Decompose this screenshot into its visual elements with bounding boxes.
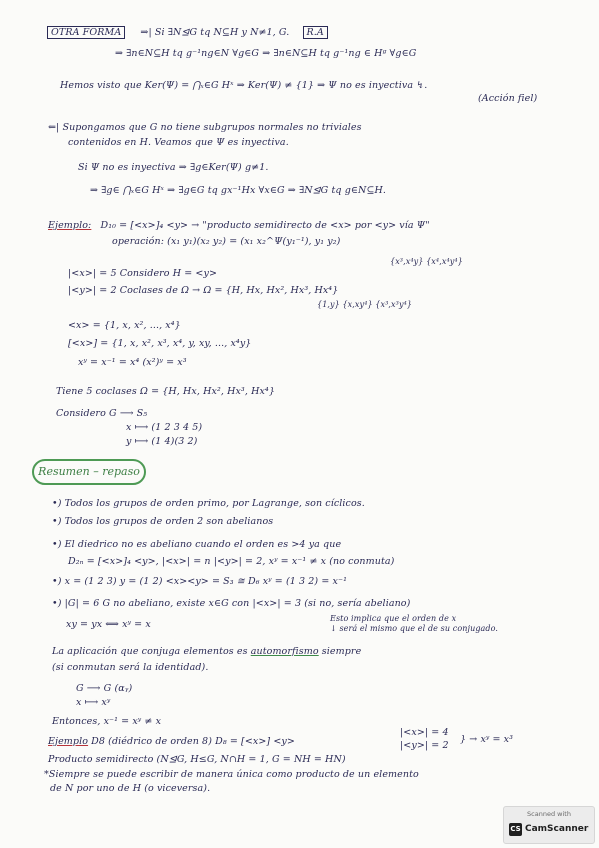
line-2: ⇒ ∃n∈N⊆H tq g⁻¹ng∈N ∀g∈G ⇒ ∃n∈N⊆H tq g⁻¹ng ∈ Hᵍ ∀g∈G — [115, 48, 417, 59]
line-3b: (Acción fiel) — [478, 93, 538, 104]
bullet-7-b: siempre — [318, 646, 362, 657]
bullet-7 — [52, 646, 361, 658]
bullet-3b: D₂ₙ = [<x>]₄ <y>, |<x>| = n |<y>| = 2, xʸ = x⁻¹ ≠ x (no conmuta) — [68, 556, 395, 567]
bullet-6-note-1: Esto implica que el orden de x — [330, 614, 457, 623]
line-12: <x> = {1, x, x², ..., x⁴} — [68, 320, 181, 331]
ejemplo-label: Ejemplo: — [48, 220, 92, 231]
automorfismo-word: automorfismo — [250, 646, 319, 657]
line-18: y ⟼ (1 4)(3 2) — [126, 436, 198, 447]
bullet-8: (si conmutan será la identidad). — [52, 662, 209, 673]
d8-definition: D8 (diédrico de orden 8) D₈ = [<x>] <y> — [88, 736, 295, 747]
bullet-1: •) Todos los grupos de orden primo, por Lagrange, son cíclicos. — [52, 498, 365, 509]
otra-forma-box: OTRA FORMA — [47, 26, 125, 39]
line-16: Considero G ⟶ S₅ — [56, 408, 148, 419]
ra-box: R.A — [303, 26, 328, 39]
line-10-sup: {x³,x⁴y} {x⁴,x⁴y⁴} — [390, 257, 463, 266]
line-operacion: operación: (x₁ y₁)(x₂ y₂) = (x₁ x₂^Ψ(y₁⁻¹), y₁ y₂) — [112, 236, 341, 247]
line-6: Si Ψ no es inyectiva ⇒ ∃g∈Ker(Ψ) g≠1. — [78, 162, 269, 173]
bullet-11: Entonces, x⁻¹ = xʸ ≠ x — [52, 716, 162, 727]
line-14: xʸ = x⁻¹ = x⁴ (x²)ʸ = x³ — [78, 357, 187, 368]
line-13: [<x>] = {1, x, x², x³, x⁴, y, xy, ..., x⁴y} — [68, 338, 252, 349]
bullet-3: •) El diedrico no es abeliano cuando el orden es >4 ya que — [52, 539, 342, 550]
bullet-6: xy = yx ⟺ xʸ = x — [66, 619, 151, 630]
d10-definition: D₁₀ = [<x>]₄ <y> → "producto semidirecto de <x> por <y> vía Ψ" — [100, 220, 430, 231]
line-5: contenidos en H. Veamos que Ψ es inyectiva. — [68, 137, 289, 148]
ejemplo-2-label: Ejemplo — [48, 736, 89, 747]
bullet-10: x ⟼ xʸ — [76, 697, 111, 708]
d8-order-x: |<x>| = 4 — [400, 727, 449, 738]
line-11-sub: {1,y} {x,xy⁴} {x³,x³y⁴} — [317, 300, 413, 309]
scanned-with-text: Scanned with — [527, 810, 571, 818]
line-4: ⇐| Supongamos que G no tiene subgrupos normales no triviales — [48, 122, 362, 133]
otra-forma-text: ⇒| Si ∃N⊴G tq N⊆H y N≠1, G. — [140, 27, 290, 38]
camscanner-watermark — [503, 806, 595, 844]
line-ejemplo-d8 — [48, 736, 295, 748]
line-semidirecto: Producto semidirecto (N⊴G, H≤G, N∩H = 1, G = NH = HN) — [48, 754, 346, 765]
bullet-7-a: La aplicación que conjuga elementos es — [52, 646, 251, 657]
d8-conclusion: } → xʸ = x³ — [460, 734, 514, 745]
line-otra-forma — [47, 27, 328, 39]
bullet-4: •) x = (1 2 3) y = (1 2) <x><y> = S₃ ≅ D₆ xʸ = (1 3 2) = x⁻¹ — [52, 576, 348, 587]
camscanner-brand: CamScanner — [525, 824, 589, 834]
camscanner-logo-icon: CS — [509, 823, 522, 836]
bullet-5: •) |G| = 6 G no abeliano, existe x∈G con |<x>| = 3 (si no, sería abeliano) — [52, 598, 411, 609]
line-ejemplo-d10 — [48, 220, 430, 232]
resumen-heading: Resumen – repaso — [32, 459, 146, 485]
bullet-2: •) Todos los grupos de orden 2 son abelianos — [52, 516, 274, 527]
line-siempre: *Siempre se puede escribir de manera única como producto de un elemento — [44, 769, 419, 780]
line-viceversa: de N por uno de H (o viceversa). — [50, 783, 211, 794]
line-3: Hemos visto que Ker(Ψ) = ⋂ₓ∈G Hˣ ⇒ Ker(Ψ) ≠ {1} ⇒ Ψ no es inyectiva ↯. — [60, 80, 428, 91]
line-17: x ⟼ (1 2 3 4 5) — [126, 422, 203, 433]
line-11: |<y>| = 2 Coclases de Ω → Ω = {H, Hx, Hx², Hx³, Hx⁴} — [68, 285, 339, 296]
bullet-6-note-2: ↓ será el mismo que el de su conjugado. — [330, 624, 499, 633]
bullet-9: G ⟶ G (αᵧ) — [76, 683, 133, 694]
d8-order-y: |<y>| = 2 — [400, 740, 449, 751]
line-15: Tiene 5 coclases Ω = {H, Hx, Hx², Hx³, Hx⁴} — [56, 386, 275, 397]
line-10: |<x>| = 5 Considero H = <y> — [68, 268, 218, 279]
line-7: ⇒ ∃g∈ ⋂ₓ∈G Hˣ ⇒ ∃g∈G tq gx⁻¹Hx ∀x∈G ⇒ ∃N⊴G tq g∈N⊆H. — [90, 185, 387, 196]
